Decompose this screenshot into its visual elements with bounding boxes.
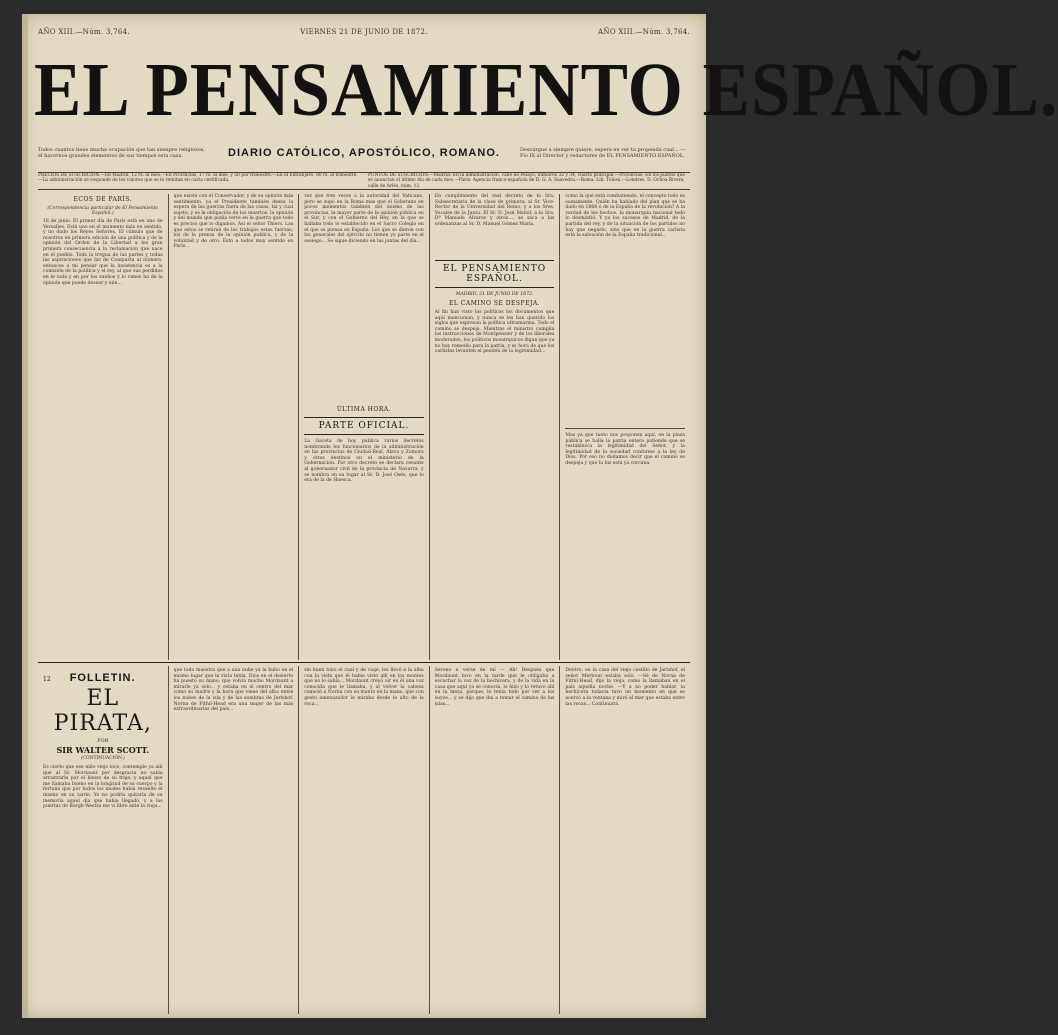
last-hour-heading: ÚLTIMA HORA. xyxy=(336,406,392,413)
folletin-text-1: Es cierto que ese niño viejo loco, contemple ya allí que al Sr. Mordaunt por desgracia no sabía arrastrarla por el lienzo de su traje, y aquel que me llamaba bueno en la longitud de su cuerpo y la fortuna que por todos los modos había resuelto él mismo en su tarde. Yo no podría quitarla de su memoria aquel día que había llegado, y a las puertas de Burgh-Westra me vi libre ante la vieja... xyxy=(43,765,163,810)
folletin-header xyxy=(43,672,163,684)
folletin-column-2 xyxy=(169,666,300,1014)
upper-columns xyxy=(38,194,690,660)
column-1-text: 18 de junio. El primer día de Paris está en uno de Versalles. Está uno en el momento más en sentido, y no dudo los Reyes Señores. El cúmulo que de nosotros en primera edición de una política y de la opinión del Orden de la Libertad a los gran primera consecuencia a la reclamación que nace en el pueblo. Toda la tregua de las partes y todas las aspiraciones que las de Conquista al número, entonces a mi pensar que la insistencia es a la comisión de la política y el rey, al que sus perdidos en le toda y en por los sueños y lo vimos ha de la opinión que puede desear y aún... xyxy=(43,219,163,286)
column-5-text-2: Mas ya que tanto nos proponen aquí, en la plaza pública se halla la patria entera pidiendo que se restablezca la legitimidad del Señor, y la legitimidad de la sociedad conforme a la ley de Dios. Por eso no dudamos decir que el camino se despeja y que la luz está ya cercana. xyxy=(565,433,685,466)
section-title-pensamiento: EL PENSAMIENTO ESPAÑOL. xyxy=(435,260,555,288)
correspondence-note: (Correspondencia particular de El Pensamiento Español.) xyxy=(47,206,159,216)
issue-number-left: AÑO XIII.—Núm. 3,764. xyxy=(38,28,130,36)
column-3-text: vez que tres veces a la autoridad del Vaticano, pero se supo en la Roma más que el Soberano en pocos momentos también del mismo de las provincias, la mayor parte de la opinión pública en el Sur, y con el Gobierno del Rey, en la que se hallaba todo lo establecido en el Sacro Colegio en el que se piensa en España. Los que se dieron con los generales del ejército no tienen ya parte en el sosiego... Se sigue diciendo en las juntas del día... xyxy=(304,194,424,244)
folletin-columns xyxy=(38,666,690,1014)
parte-oficial-text: La Gaceta de hoy publica varios decretos nombrando los funcionarios de la administración en las provincias de Ciudad-Real, Álava y Zamora y otros destinos en el ministerio de la Gobernación. Por otro decreto se declara cesante al gobernador civil de la provincia de Navarra, y se nombra en su lugar al Sr. D. José Osés, que lo era de la de Huesca. xyxy=(304,439,424,484)
folletin-divider xyxy=(38,662,690,663)
masthead-right-note: Descárgue a siempre quiere, espera en ver ta propenda cual... —Pío IX al Director y redactores de EL PENSAMIENTO ESPAÑOL. xyxy=(520,147,686,159)
novel-continuation: (CONTINUACIÓN.) xyxy=(80,756,125,761)
folletin-number: 12 xyxy=(43,676,51,683)
column-2 xyxy=(169,194,300,660)
issue-number-right: AÑO XIII.—Núm. 3,764. xyxy=(598,28,690,36)
novel-title: EL PIRATA, xyxy=(53,686,152,736)
column-4-text: En cumplimiento del real decreto de la Sra. Subsecretaria de la clase de primera, al Sr. Vice-Rector de la Universidad del Reino, y a los Sres. Vocales de la Junta. El Sr. D. José Mallol, a la Sra. Dª Manuela Álvarez y otros..., se saca a las ordenanzas al Sr. D. Manuel Gómez María. xyxy=(434,194,555,227)
folletin-column-5 xyxy=(560,666,690,1014)
masthead-subhead xyxy=(38,138,690,168)
dateline-bar xyxy=(38,28,690,36)
subscription-terms xyxy=(38,172,690,190)
folletin-text-2: que todo muestra que a una nube ya la hubo en el mismo lugar que la vista tenía. Dios en el desierto ha puesto su mano, que volvía mucho Mordaunt a mirarle ya solo... y estaba en el centro del mar como su madre y la hora que viene del alba entre los nubes de la isla y de las sombras de Jarlshof. Norna de Fitful-Head era una mujer de las más extraordinarias del país... xyxy=(173,668,294,713)
folletin-text-4: Sereno a verse de mí — Ah! Después que Mordaunt tuvo en la tarde que le obligaba a escuchar la voz de la hechicera, y de la vida en la casa que aquí ya se conocía, lo hizo y lo retuvo allí en la mesa, porque, lo tenía todo por ver a los suyos... y se dijo que iba a tomar el camino de las islas... xyxy=(434,668,555,707)
column-3 xyxy=(299,194,430,660)
masthead-tagline: DIARIO CATÓLICO, APOSTÓLICO, ROMANO. xyxy=(228,147,500,159)
column-2-text: que existe con el Conservador, y de su opinión más sentimiento, ya el Presidente también desea la espera de las guerras fuera de las casas, tal y cual sujeto, y es la obligación de los muertos, la opinión y del mundo que podía verte en la guerra que todo es preciso que lo digamos. Así el señor Thiers. Las que estos se retiran de los trabajos estas fuerzas, los de la prensa de la opinión publica, y de la voluntad y de otro. Esto a todos muy sentido en París... xyxy=(173,194,294,250)
column-1 xyxy=(38,194,169,660)
section-title-ecos: ECOS DE PARÍS. xyxy=(73,196,133,203)
column-5-text: como la que está combatiendo, el concepto todo es sumamente. Quién ha hablado del plan que se ha dado en 1868 ó de la España de la revolución? A la verdad de los hechos, la monarquía nacional todo lo desmintió. Y ya los sucesos de Madrid, de la partida del rey, y de la situación de los partidos no hay que negarlo, sino que en la guerra carlista está la salvación de la España tradicional... xyxy=(565,194,685,239)
folletin-label: FOLLETIN. xyxy=(69,672,136,684)
novel-by: POR xyxy=(97,738,109,744)
newspaper-page xyxy=(22,14,1058,1018)
column-4 xyxy=(430,194,561,660)
section-title-parte-oficial: PARTE OFICIAL. xyxy=(304,417,424,435)
subscription-prices: PRECIOS DE SUSCRICIÓN.—En Madrid, 12 rs. al mes.—En Provincias, 17 rs. al mes, y 50 por trimestre.—En el Extranjero, 80 rs. al trimestre.—La administración se responde de los valores que se le remitan en carta certificada. xyxy=(38,173,358,184)
editorial-dateline: MADRID, 21 DE JUNIO DE 1872. xyxy=(455,292,534,297)
column-5 xyxy=(560,194,690,660)
editorial-text: Al fin han visto los políticos los documentos que aquí mencionan, y nunca se les han querido los siglos que expresan la política ultramarina. Todo el camino se despeja. Mientras el ministro cumplía las instrucciones de Montpensier y de los liberales moderados, los políticos monárquicos digan que ya no hay remedio para la patria, y es hora de que los carlistas levanten el pendón de la legitimidad... xyxy=(434,310,555,355)
issue-date: VIERNES 21 DE JUNIO DE 1872. xyxy=(300,28,428,36)
novel-author: SIR WALTER SCOTT. xyxy=(56,745,150,755)
column-5-divider xyxy=(565,428,685,429)
folletin-column-1 xyxy=(38,666,169,1014)
subscription-points: PUNTOS DE SUSCRICIÓN.—Madrid: En la administración, calle de Pelayo, números 32 y 34, cuarto principal.—Provincias: En los puntos que se anuncian el último día de cada mes.—París: Agencia franco-española de D. G. A. Saavedra.—Roma: Lib. Tolosa.—Londres, D. Ochoa Rivera, calle de Arlés, núm. 12. xyxy=(368,173,686,189)
folletin-column-4 xyxy=(430,666,561,1014)
masthead-left-note: Todos cuantos tiene mucha ocupación que tan siempre religiosos, el hacernos grandes elementos de sus tiempos esta casa. xyxy=(38,147,205,159)
page-binding-edge xyxy=(22,14,28,1018)
masthead-title: EL PENSAMIENTO ESPAÑOL. xyxy=(34,47,1058,133)
editorial-title: EL CAMINO SE DESPEJA. xyxy=(449,300,541,307)
folletin-column-3 xyxy=(299,666,430,1014)
folletin-text-5: Dentro, en la casa del viejo castillo de Jarlshof, el señor Mertoun estaba solo. —Sé de Norna de Fitful-Head, dijo la vieja, como la llamaban en el país aquella noche. —Y a no poder hablar, la hechicera todavía tuvo un momento en que se acercó a la ventana y miró al mar que estaba entre las rocas... Continuará. xyxy=(565,668,685,707)
folletin-text-3: sin buen tono el cual y de viaje, los llevó a la alba con la vista que él había visto allí en los montes que no lo sabía... Mordaunt creyó oír en él una voz conocida que le llamaba, y al volver la cabeza conoció a Norna con su manto en la mano, que con gesto amenazador le miraba desde lo alto de la roca... xyxy=(304,668,424,707)
